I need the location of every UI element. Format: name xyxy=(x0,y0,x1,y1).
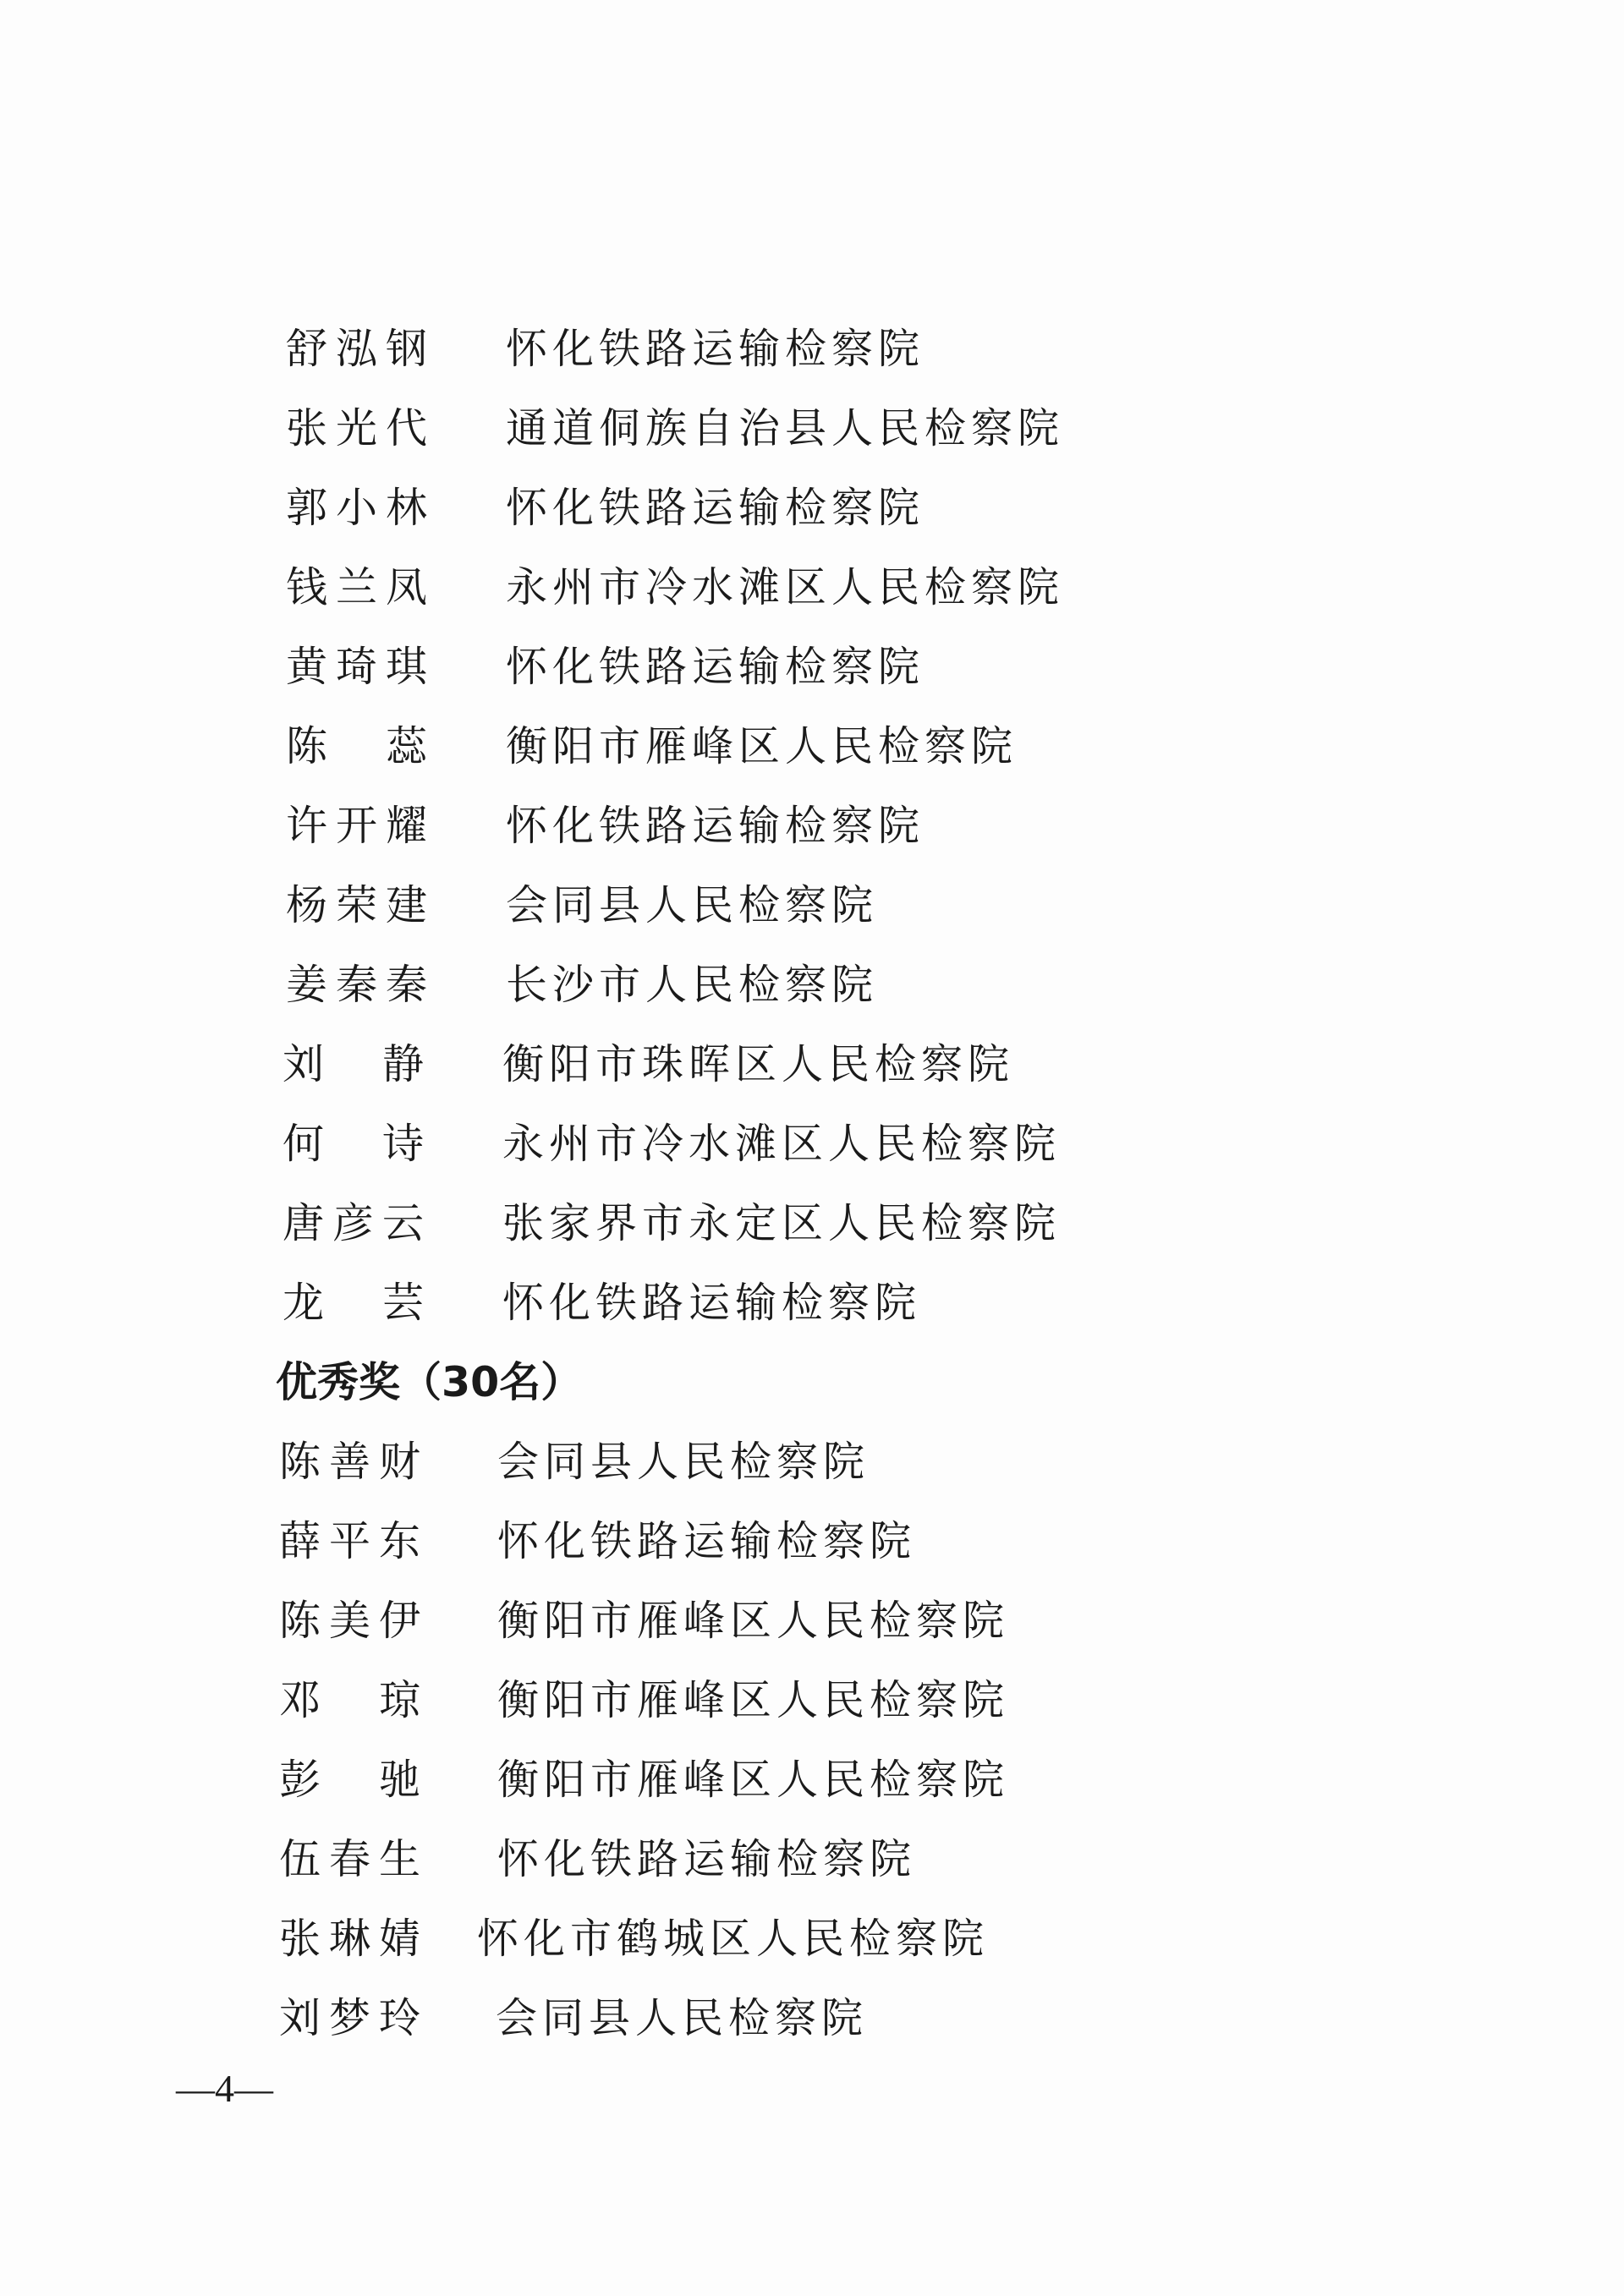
organization-name: 衡阳市雁峰区人民检察院 xyxy=(506,722,1018,770)
person-name: 陈 蕊 xyxy=(286,722,436,770)
person-name: 张光代 xyxy=(286,404,436,452)
person-name: 唐彦云 xyxy=(283,1199,433,1247)
organization-name: 会同县人民检察院 xyxy=(506,881,879,929)
person-name: 姜秦秦 xyxy=(286,961,436,1009)
organization-name: 通道侗族自治县人民检察院 xyxy=(506,404,1065,452)
organization-name: 怀化铁路运输检察院 xyxy=(506,643,925,691)
person-name: 刘梦玲 xyxy=(279,1994,430,2042)
organization-name: 怀化铁路运输检察院 xyxy=(502,1279,922,1327)
person-name: 钱兰凤 xyxy=(286,563,436,611)
person-name: 刘 静 xyxy=(283,1040,433,1088)
person-name: 舒泓钢 xyxy=(286,325,436,373)
organization-name: 衡阳市珠晖区人民检察院 xyxy=(502,1040,1015,1088)
organization-name: 衡阳市雁峰区人民检察院 xyxy=(497,1756,1010,1804)
person-name: 许开耀 xyxy=(286,802,436,850)
organization-name: 怀化铁路运输检察院 xyxy=(506,802,925,850)
person-name: 陈善财 xyxy=(279,1438,430,1486)
person-name: 彭 驰 xyxy=(279,1756,430,1804)
organization-name: 怀化铁路运输检察院 xyxy=(506,484,925,532)
person-name: 伍春生 xyxy=(279,1835,430,1883)
organization-name: 怀化铁路运输检察院 xyxy=(497,1835,917,1883)
organization-name: 衡阳市雁峰区人民检察院 xyxy=(497,1597,1010,1645)
organization-name: 长沙市人民检察院 xyxy=(506,961,879,1009)
person-name: 何 诗 xyxy=(283,1120,433,1168)
organization-name: 怀化市鹤城区人民检察院 xyxy=(477,1915,990,1963)
person-name: 邓 琼 xyxy=(279,1676,430,1724)
person-name: 薛平东 xyxy=(279,1517,430,1565)
person-name: 张琳婧 xyxy=(279,1915,430,1963)
organization-name: 永州市冷水滩区人民检察院 xyxy=(506,563,1065,611)
person-name: 龙 芸 xyxy=(283,1279,433,1327)
person-name: 陈美伊 xyxy=(279,1597,430,1645)
organization-name: 张家界市永定区人民检察院 xyxy=(502,1199,1062,1247)
organization-name: 永州市冷水滩区人民检察院 xyxy=(502,1120,1062,1168)
page-number: —4— xyxy=(176,2067,273,2110)
person-name: 黄琦琪 xyxy=(286,643,436,691)
organization-name: 会同县人民检察院 xyxy=(497,1438,870,1486)
organization-name: 衡阳市雁峰区人民检察院 xyxy=(497,1676,1010,1724)
organization-name: 怀化铁路运输检察院 xyxy=(497,1517,917,1565)
section-heading: 优秀奖（30名） xyxy=(276,1358,583,1406)
person-name: 杨荣建 xyxy=(286,881,436,929)
organization-name: 会同县人民检察院 xyxy=(496,1994,869,2042)
organization-name: 怀化铁路运输检察院 xyxy=(506,325,925,373)
person-name: 郭小林 xyxy=(286,484,436,532)
